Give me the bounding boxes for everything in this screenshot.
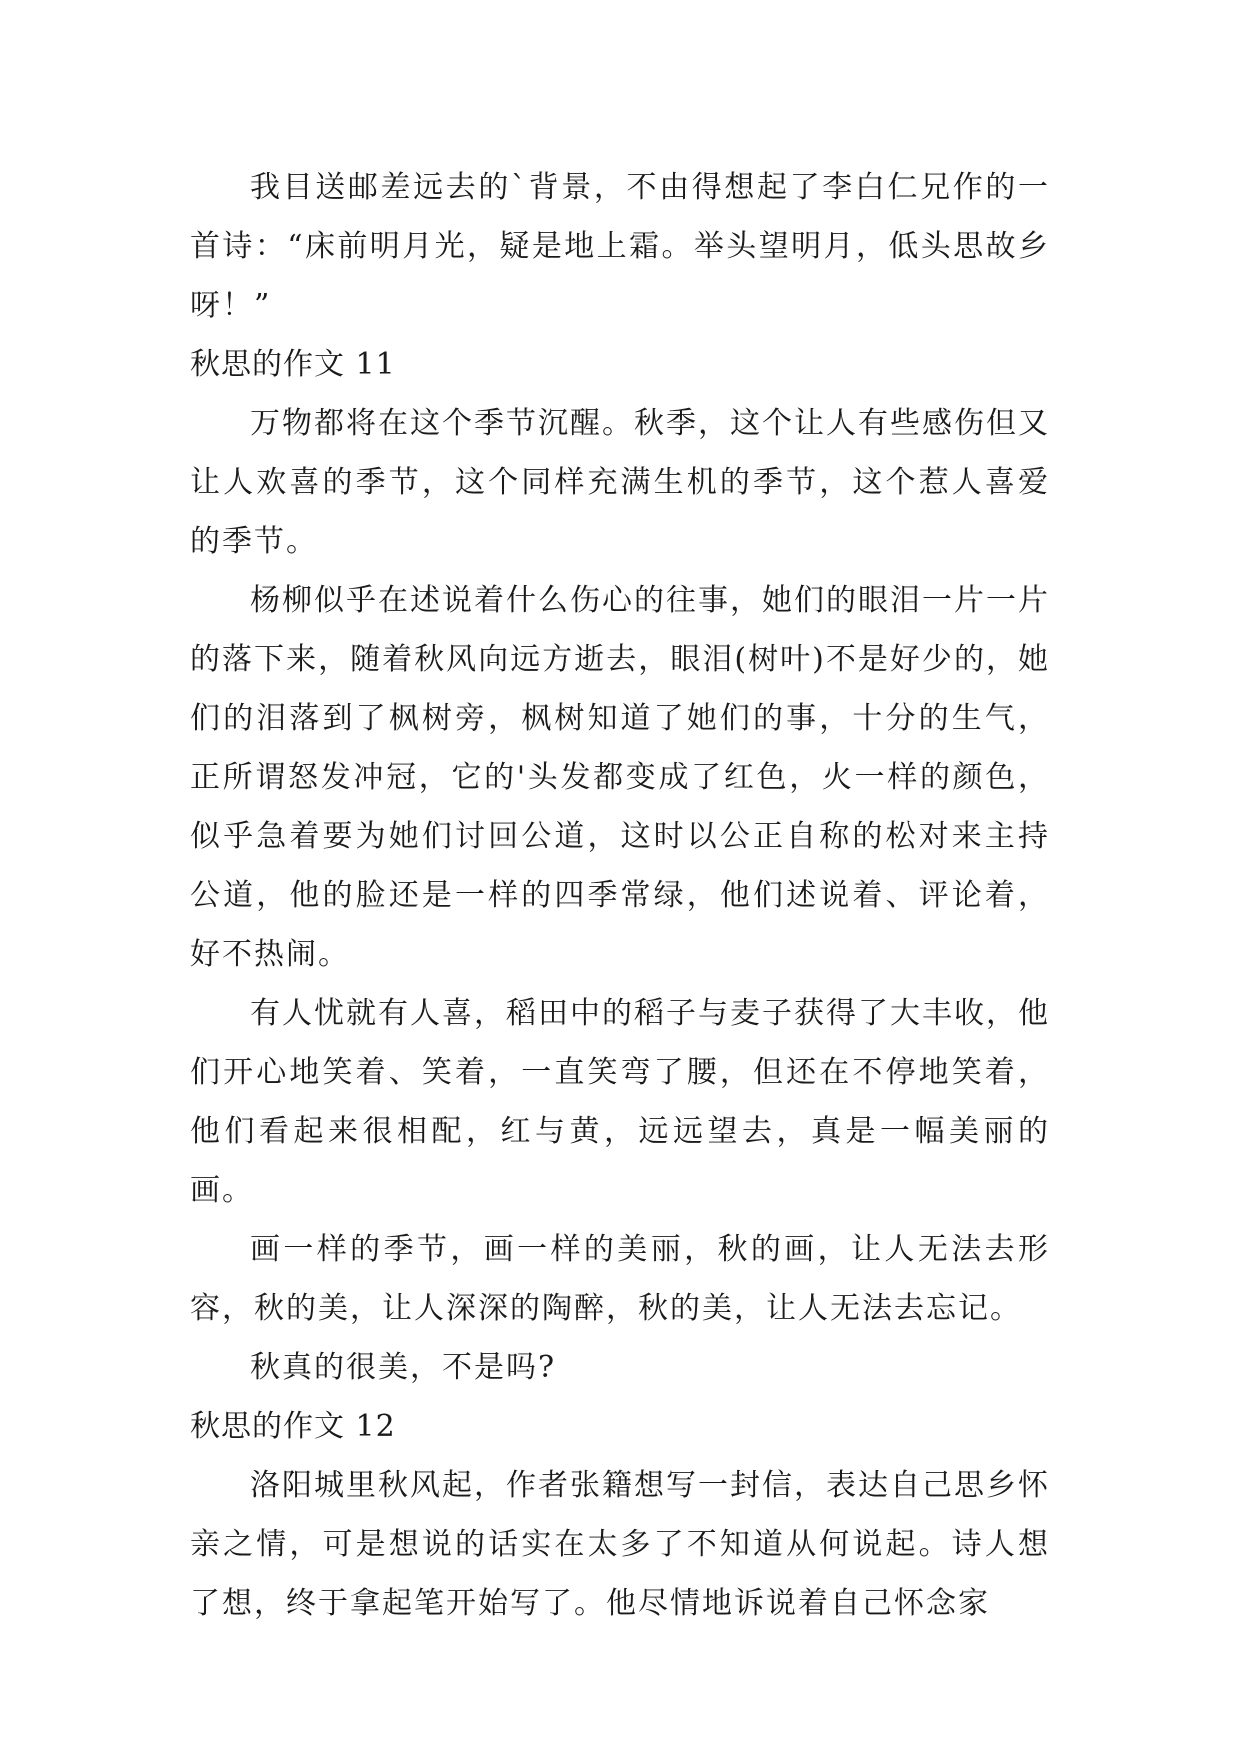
paragraph-letter-poem: 我目送邮差远去的`背景，不由得想起了李白仁兄作的一首诗：“床前明月光，疑是地上霜。举头望明月，低头思故乡呀！” — [190, 170, 1050, 323]
paragraph-closing-question: 秋真的很美，不是吗? — [250, 1350, 557, 1385]
essay-heading-12: 秋思的作文 12 — [190, 1409, 396, 1444]
paragraph-zhang-ji-letter: 洛阳城里秋风起，作者张籍想写一封信，表达自己思乡怀亲之情，可是想说的话实在太多了不知道从何说起。诗人想了想，终于拿起笔开始写了。他尽情地诉说着自己怀念家 — [190, 1468, 1050, 1621]
paragraph-autumn-season: 万物都将在这个季节沉醒。秋季，这个让人有些感伤但又让人欢喜的季节，这个同样充满生机的季节，这个惹人喜爱的季节。 — [190, 406, 1050, 559]
paragraph-autumn-beauty: 画一样的季节，画一样的美丽，秋的画，让人无法去形容，秋的美，让人深深的陶醉，秋的美，让人无法去忘记。 — [190, 1232, 1050, 1326]
essay-heading-11: 秋思的作文 11 — [190, 347, 396, 382]
document-body — [190, 158, 1050, 1633]
paragraph-willow-maple: 杨柳似乎在述说着什么伤心的往事，她们的眼泪一片一片的落下来，随着秋风向远方逝去，眼泪(树叶)不是好少的，她们的泪落到了枫树旁，枫树知道了她们的事，十分的生气，正所谓怒发冲冠，它的'头发都变成了红色，火一样的颜色，似乎急着要为她们讨回公道，这时以公正自称的松对来主持公道，他的脸还是一样的四季常绿，他们述说着、评论着，好不热闹。 — [190, 583, 1050, 972]
paragraph-harvest: 有人忧就有人喜，稻田中的稻子与麦子获得了大丰收，他们开心地笑着、笑着，一直笑弯了腰，但还在不停地笑着，他们看起来很相配，红与黄，远远望去，真是一幅美丽的画。 — [190, 996, 1050, 1208]
